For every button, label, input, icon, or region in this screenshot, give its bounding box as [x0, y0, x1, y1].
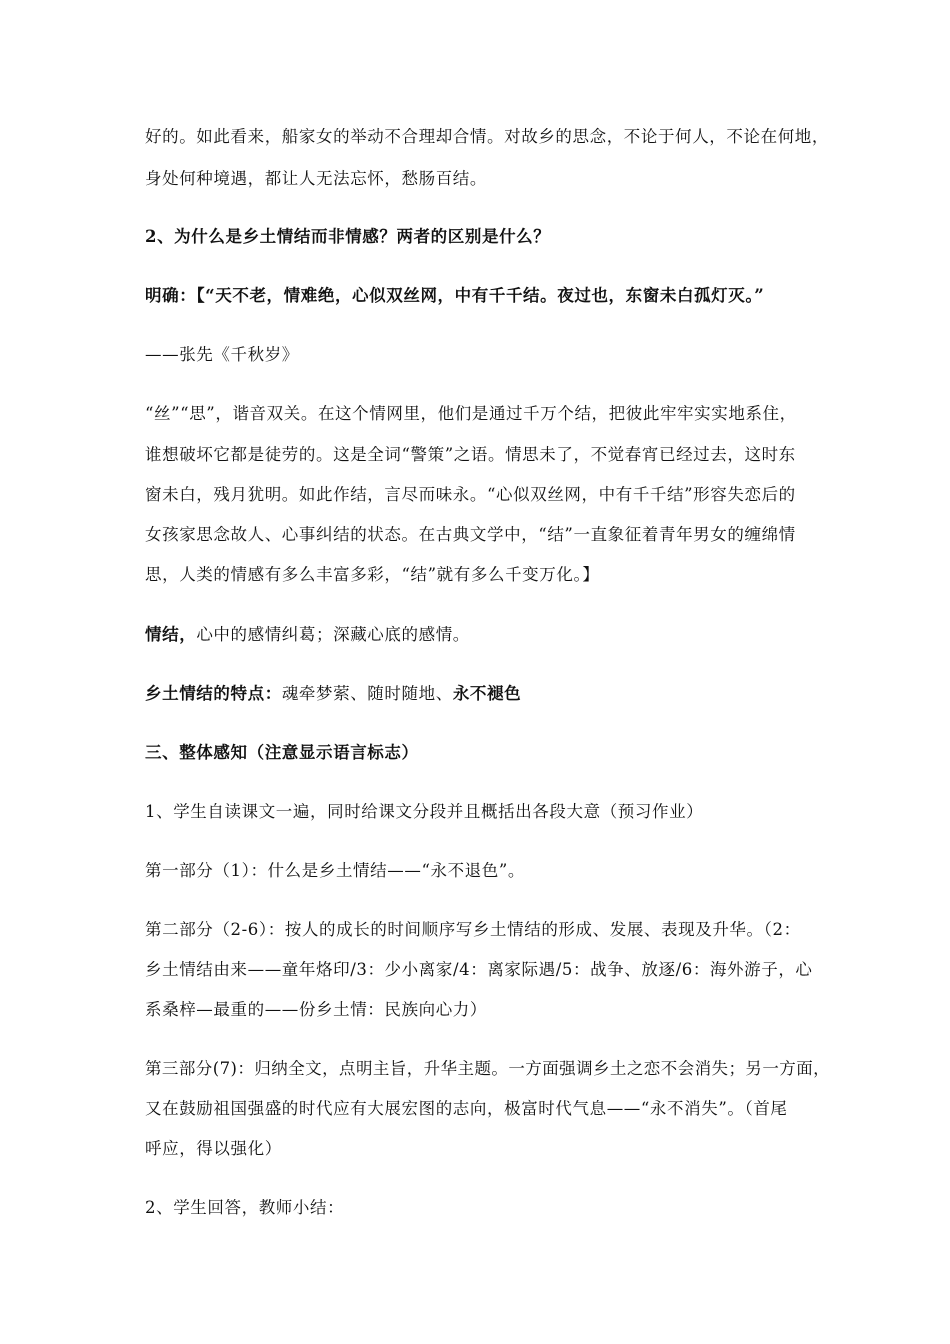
paragraph-line: 思，人类的情感有多么丰富多彩，“结”就有多么千变万化。】 — [145, 565, 600, 584]
paragraph-line: 系桑梓—最重的——份乡土情：民族向心力） — [145, 1000, 487, 1019]
question-heading: 2、为什么是乡土情结而非情感？两者的区别是什么？ — [145, 227, 551, 246]
paragraph-line: 谁想破坏它都是徒劳的。这是全词“警策”之语。情思未了，不觉春宵已经过去，这时东 — [145, 445, 796, 464]
paragraph-line: 好的。如此看来，船家女的举动不合理却合情。对故乡的思念，不论于何人，不论在何地， — [145, 127, 829, 146]
section-heading: 三、整体感知（注意显示语言标志） — [145, 743, 419, 762]
features-label: 乡土情结的特点： — [145, 684, 282, 703]
part-line: 第一部分（1）：什么是乡土情结——“永不退色”。 — [145, 861, 526, 880]
clarify-label: 明确： — [145, 286, 197, 305]
clarify-text: 【“天不老，情难绝，心似双丝网，中有千千结。夜过也，东窗未白孤灯灭。” — [196, 286, 765, 305]
paragraph-line: “丝”“思”，谐音双关。在这个情网里，他们是通过千万个结，把彼此牢牢实实地系住， — [145, 404, 797, 423]
paragraph-line: 窗未白，残月犹明。如此作结，言尽而味永。“心似双丝网，中有千千结”形容失恋后的 — [145, 485, 796, 504]
definition-term: 情结， — [145, 625, 197, 644]
definition-text: 心中的感情纠葛；深藏心底的感情。 — [196, 625, 470, 644]
attribution: ——张先《千秋岁》 — [145, 345, 299, 364]
features-text: 魂牵梦萦、随时随地、 — [281, 684, 453, 703]
paragraph-line: 又在鼓励祖国强盛的时代应有大展宏图的志向，极富时代气息——“永不消失”。（首尾 — [145, 1099, 788, 1118]
paragraph-line: 女孩家思念故人、心事纠结的状态。在古典文学中，“结”一直象征着青年男女的缠绵情 — [145, 525, 796, 544]
step-line: 1、学生自读课文一遍，同时给课文分段并且概括出各段大意（预习作业） — [145, 802, 704, 821]
step-line: 2、学生回答，教师小结： — [145, 1198, 345, 1217]
paragraph-line: 乡土情结由来——童年烙印/3：少小离家/4：离家际遇/5：战争、放逐/6：海外游子，心 — [145, 960, 813, 979]
features-line — [145, 683, 521, 705]
clarify-line — [145, 285, 764, 307]
paragraph-line: 第二部分（2-6）：按人的成长的时间顺序写乡土情结的形成、发展、表现及升华。（2： — [145, 920, 801, 939]
definition-line — [145, 624, 470, 646]
paragraph-line: 身处何种境遇，都让人无法忘怀，愁肠百结。 — [145, 169, 487, 188]
paragraph-line: 呼应，得以强化） — [145, 1139, 282, 1158]
paragraph-line: 第三部分(7)：归纳全文，点明主旨，升华主题。一方面强调乡土之恋不会消失；另一方面， — [145, 1059, 831, 1078]
features-strong: 永不褪色 — [452, 684, 522, 703]
